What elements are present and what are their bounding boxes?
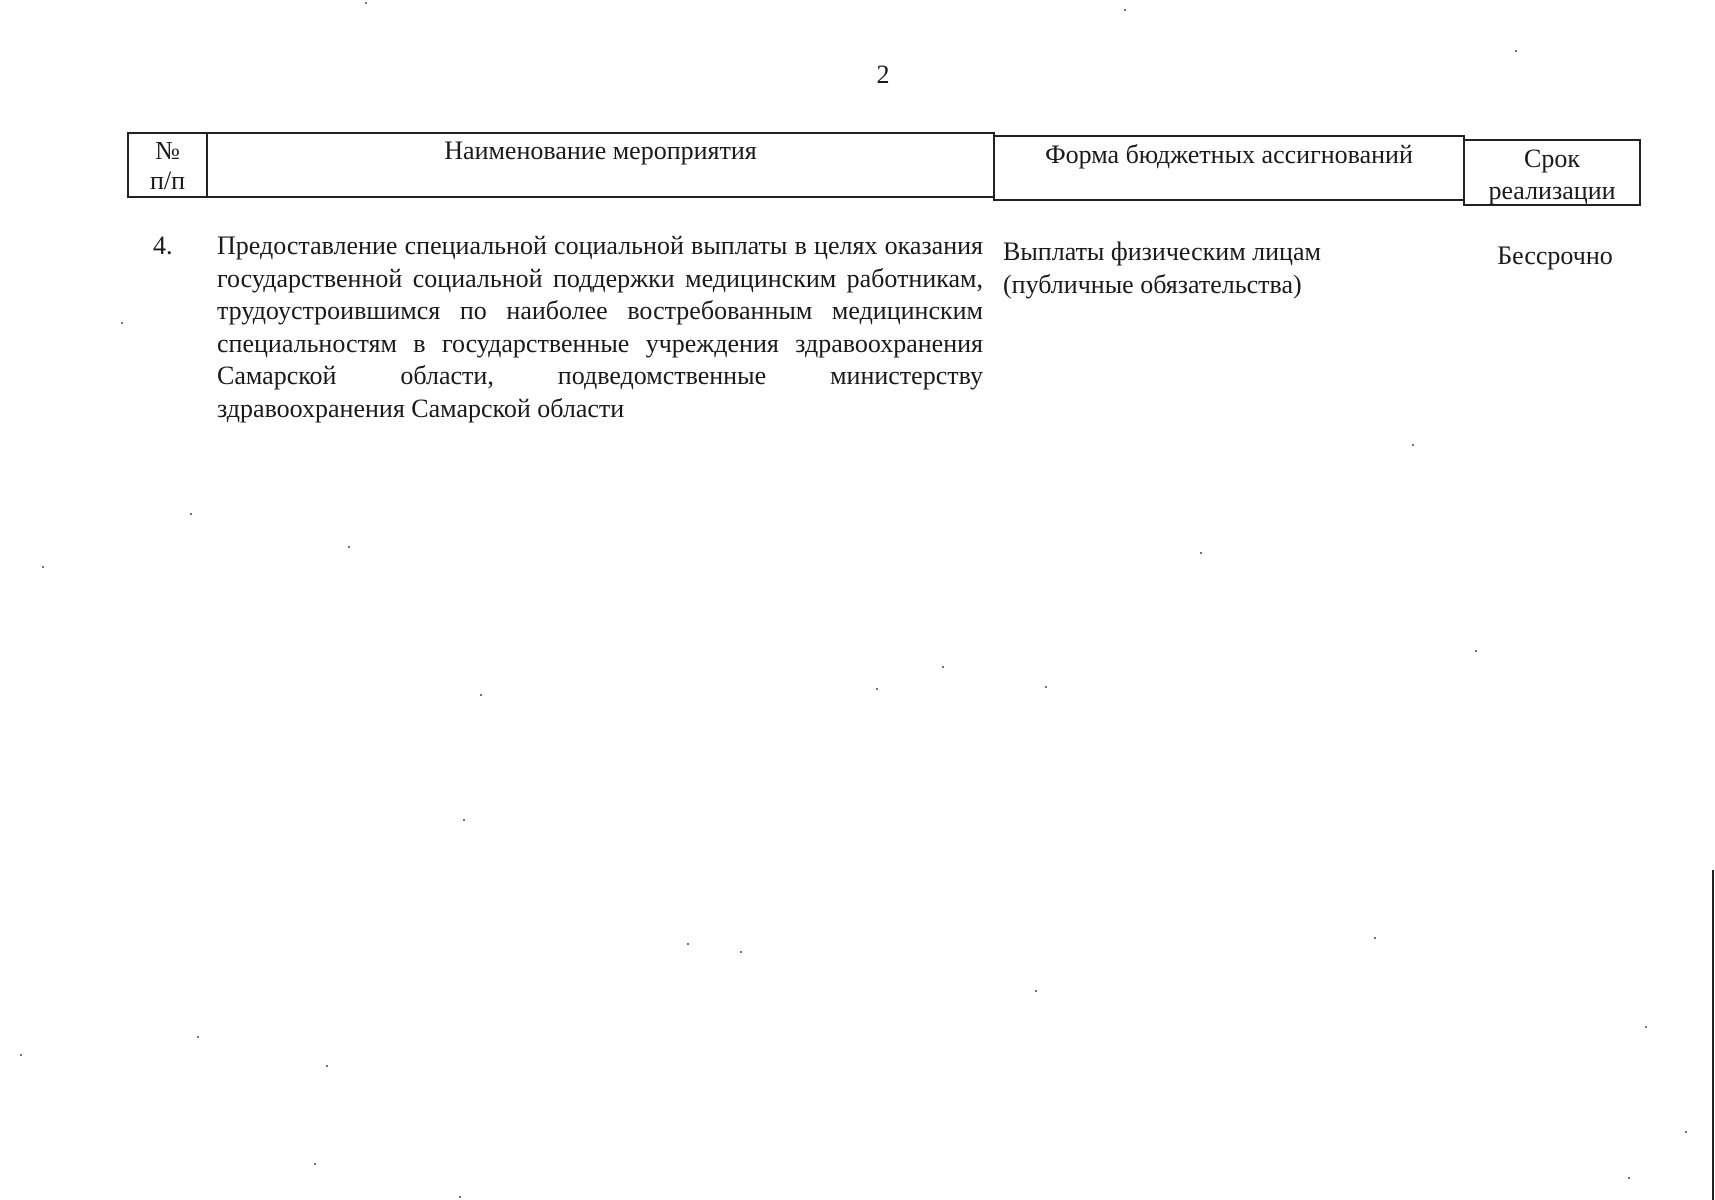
speck — [1685, 1131, 1687, 1133]
speck — [459, 1196, 461, 1198]
speck — [197, 1036, 199, 1038]
speck — [1628, 1177, 1630, 1179]
speck — [348, 546, 350, 548]
speck — [42, 566, 44, 568]
speck — [876, 688, 878, 690]
page-number: 2 — [876, 60, 890, 89]
speck — [1475, 650, 1477, 652]
speck — [20, 1054, 22, 1056]
speck — [1124, 9, 1126, 11]
header-term-cell — [1463, 139, 1641, 206]
speck — [687, 943, 689, 945]
speck — [1645, 1026, 1647, 1028]
header-num-symbol: № — [155, 136, 180, 165]
speck — [942, 666, 944, 668]
row-budget-form: Выплаты физическим лицам (публичные обязательства) — [1003, 237, 1321, 299]
header-form-label: Форма бюджетных ассигнований — [1045, 140, 1413, 169]
speck — [1035, 990, 1037, 992]
scan-edge-line — [1712, 870, 1714, 1200]
speck — [463, 819, 465, 821]
speck — [314, 1163, 316, 1165]
row-number: 4. — [153, 231, 173, 260]
speck — [480, 694, 482, 696]
speck — [1515, 50, 1517, 52]
header-name-label: Наименование мероприятия — [444, 136, 757, 165]
header-num-abbrev: п/п — [149, 166, 186, 195]
header-name-cell — [206, 132, 995, 198]
speck — [365, 2, 367, 4]
row-event-name: Предоставление специальной социальной выплаты в целях оказания государственной социальной поддержки медицинским работникам, трудоустроившимся по наиболее востребованным медицинским специальностям в государственные учреждения здравоохранения Самарской области, подведомственные министерству здравоохранения Самарской области — [217, 231, 983, 423]
speck — [740, 951, 742, 953]
speck — [1200, 552, 1202, 554]
row-term: Бессрочно — [1497, 241, 1613, 270]
header-num-cell — [127, 132, 208, 198]
header-term-line2: реализации — [1488, 176, 1616, 205]
speck — [1374, 937, 1376, 939]
speck — [1045, 686, 1047, 688]
speck — [121, 322, 123, 324]
speck — [326, 1065, 328, 1067]
header-term-line1: Срок — [1524, 144, 1580, 173]
header-form-cell — [993, 135, 1465, 201]
speck — [1412, 444, 1414, 446]
speck — [190, 513, 192, 515]
